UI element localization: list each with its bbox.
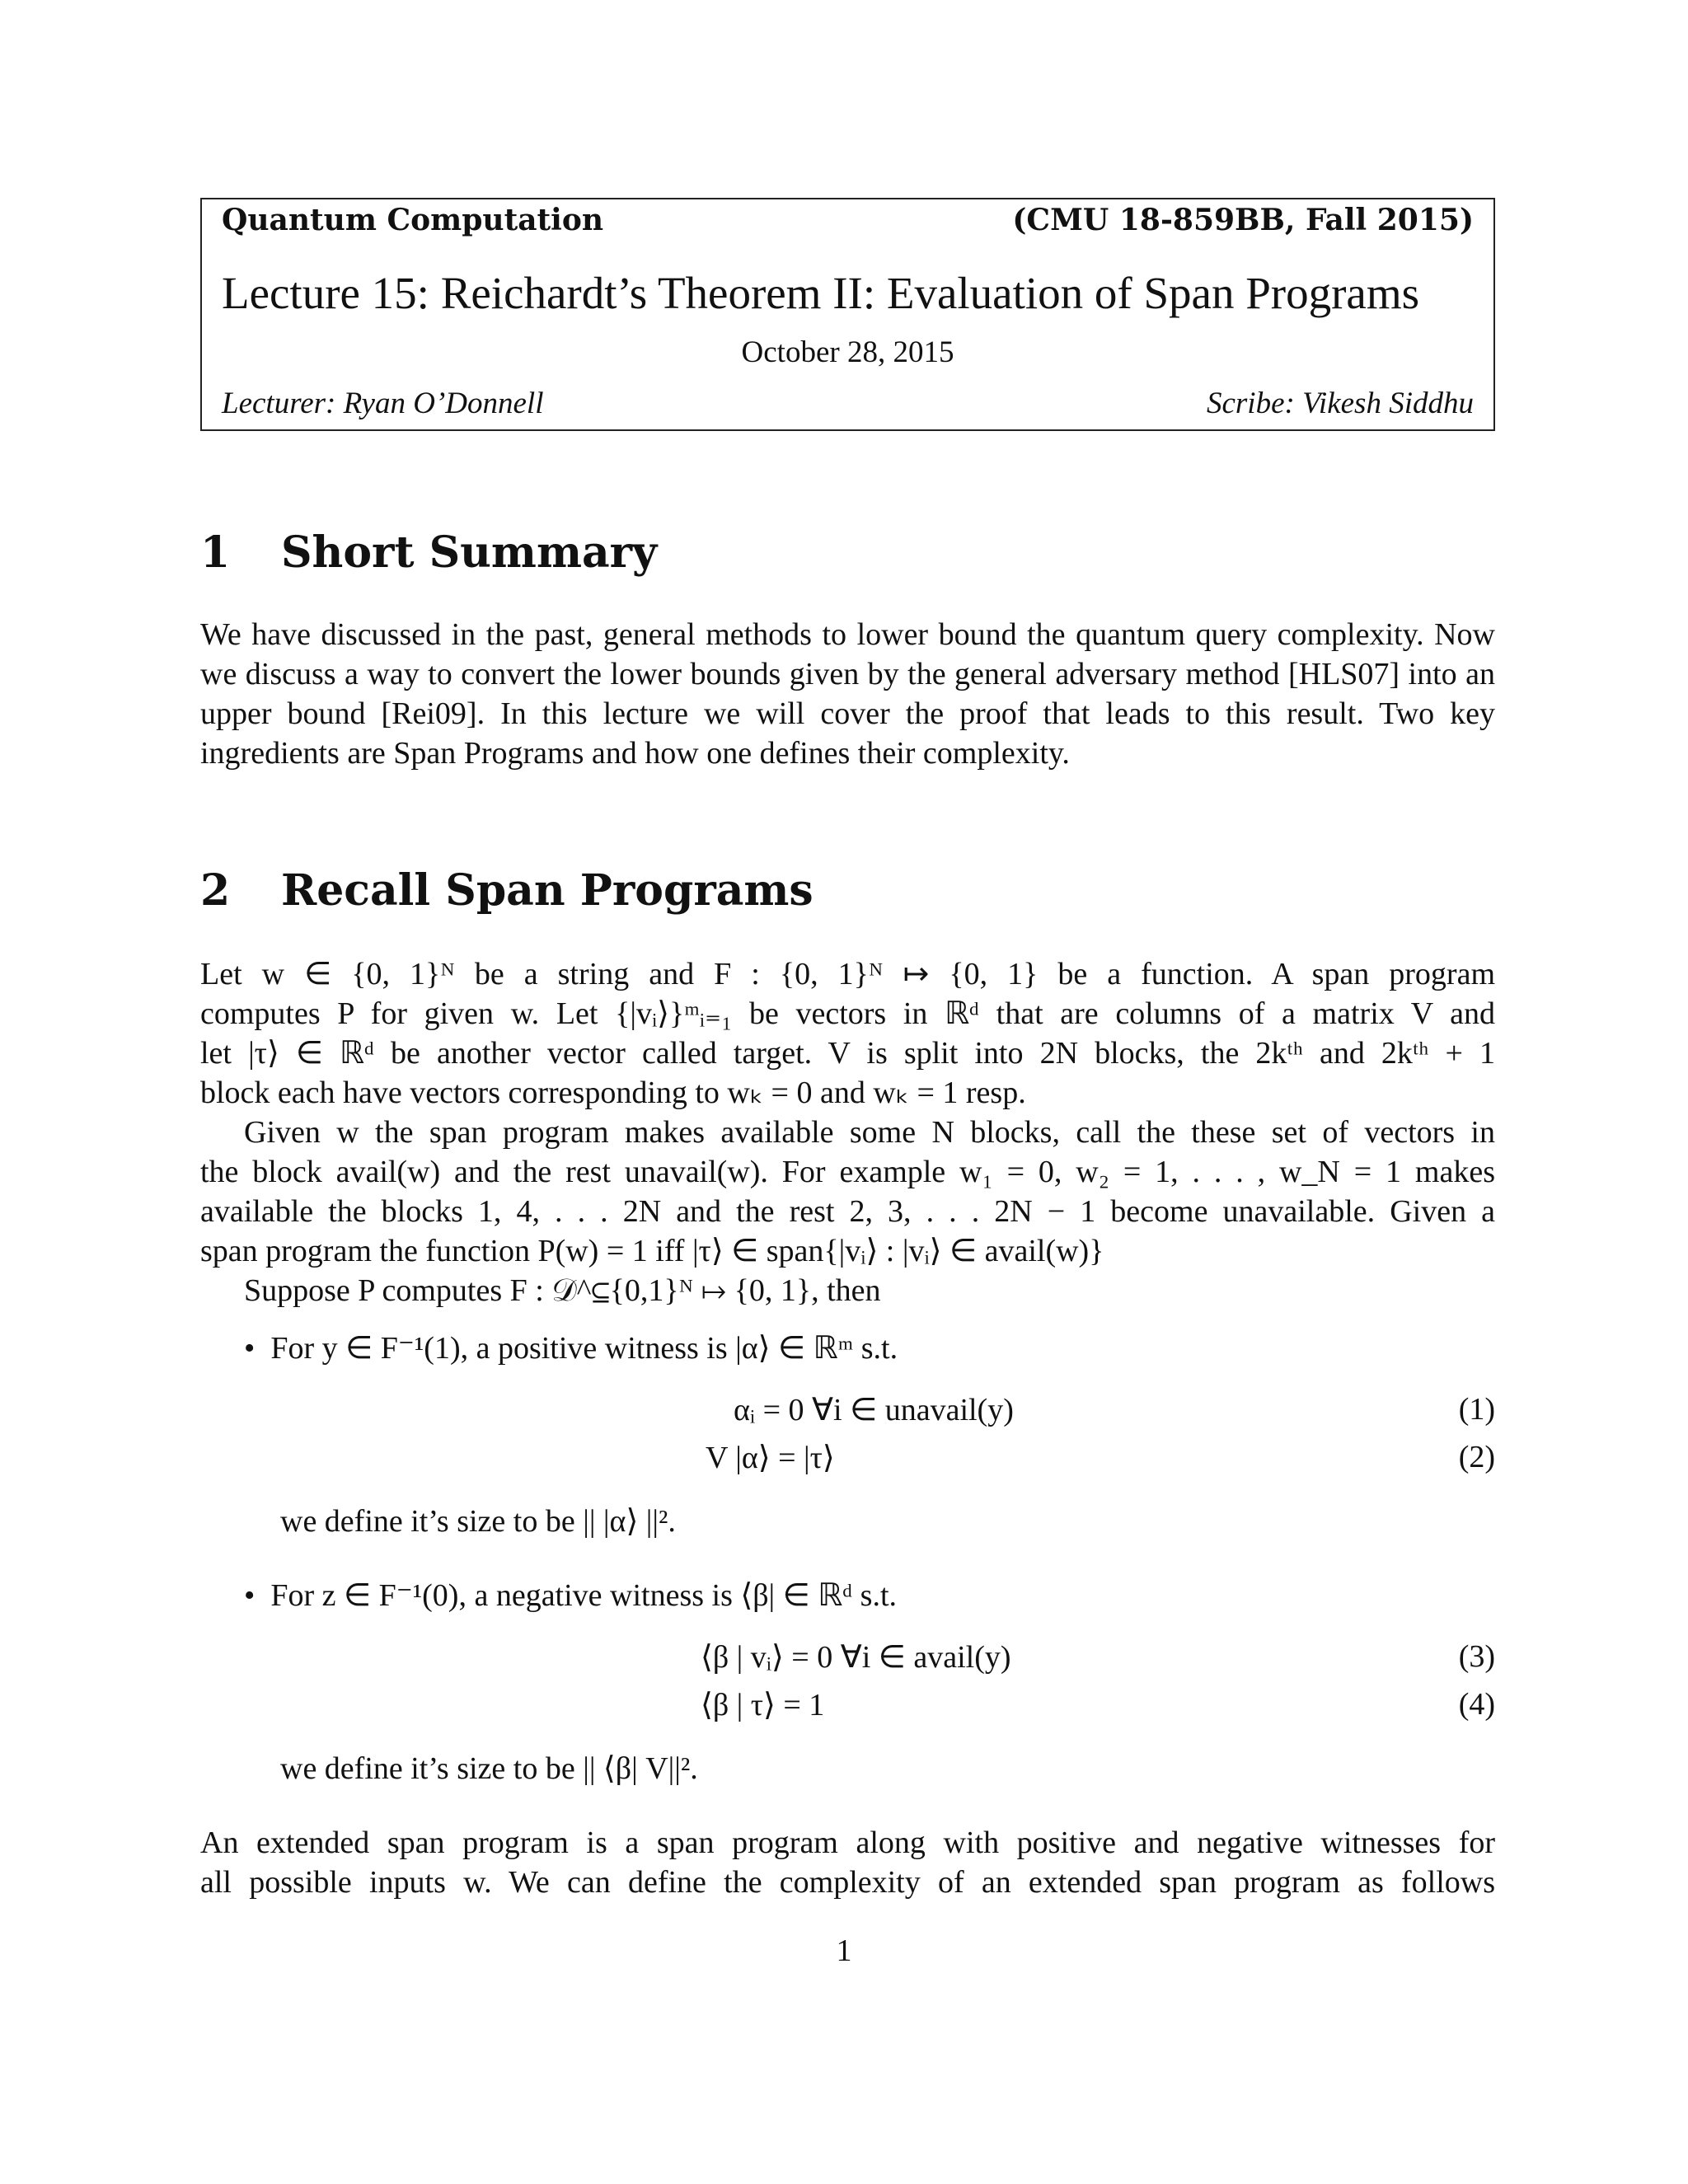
equation-4: ⟨β | τ⟩ = 1: [701, 1688, 825, 1722]
scribe: Scribe: Vikesh Siddhu: [1206, 387, 1474, 420]
section-title: Short Summary: [281, 527, 658, 578]
recall-line-9: Suppose P computes F : 𝒟^⊆{0,1}ᴺ ↦ {0, 1}, then: [244, 1273, 881, 1308]
bullet-dot: •: [244, 1331, 271, 1366]
recall-line-4: block each have vectors corresponding to wₖ = 0 and wₖ = 1 resp.: [200, 1076, 1026, 1110]
negative-witness-size: we define it’s size to be || ⟨β| V||².: [280, 1751, 698, 1786]
extended-line-1: An extended span program is a span program along with positive and negative witnesses for: [200, 1825, 1495, 1860]
positive-witness-size: we define it’s size to be || |α⟩ ||².: [280, 1504, 676, 1539]
section-title: Recall Span Programs: [281, 865, 814, 916]
recall-line-6: the block avail(w) and the rest unavail(w). For example w₁ = 0, w₂ = 1, . . . , w_N = 1 makes: [200, 1155, 1495, 1189]
lecture-title: Lecture 15: Reichardt’s Theorem II: Evaluation of Span Programs: [222, 268, 1420, 318]
page-number: 1: [836, 1933, 852, 1968]
recall-line-7: available the blocks 1, 4, . . . 2N and the rest 2, 3, . . . 2N − 1 become unavailable. Given a: [200, 1194, 1495, 1229]
lecture-header-box: [200, 198, 1495, 431]
equation-3: ⟨β | vᵢ⟩ = 0 ∀i ∈ avail(y): [701, 1640, 1011, 1675]
bullet-text: For z ∈ F⁻¹(0), a negative witness is ⟨β| ∈ ℝᵈ s.t.: [270, 1578, 898, 1613]
lecture-date: October 28, 2015: [741, 335, 954, 369]
equation-number-1: (1): [1458, 1392, 1495, 1427]
summary-paragraph: We have discussed in the past, general methods to lower bound the quantum query complexity. Now we discuss a way to convert the lower bounds given by the general adversary method [HLS07] into an upper bound [Rei09]. In this lecture we will cover the proof that leads to this result. Two key ingredients are Span Programs and how one defines their complexity.: [200, 617, 1495, 771]
lecturer: Lecturer: Ryan O’Donnell: [222, 387, 544, 420]
recall-line-2: computes P for given w. Let {|vᵢ⟩}ᵐᵢ₌₁ be vectors in ℝᵈ that are columns of a matrix V and: [200, 996, 1495, 1031]
equation-number-4: (4): [1458, 1687, 1495, 1722]
recall-line-8: span program the function P(w) = 1 iff |τ⟩ ∈ span{|vᵢ⟩ : |vᵢ⟩ ∈ avail(w)}: [200, 1234, 1104, 1268]
equation-number-2: (2): [1458, 1440, 1495, 1474]
recall-line-3: let |τ⟩ ∈ ℝᵈ be another vector called target. V is split into 2N blocks, the 2kᵗʰ and 2kᵗʰ + 1: [200, 1036, 1495, 1071]
section-heading-2: [200, 865, 814, 916]
header-bottom-row: [222, 386, 1474, 421]
bullet-positive-witness: [244, 1329, 1495, 1368]
section-number: 2: [200, 865, 231, 916]
equation-number-3: (3): [1458, 1639, 1495, 1674]
header-top-row: [222, 203, 1474, 237]
equation-1: αᵢ = 0 ∀i ∈ unavail(y): [734, 1393, 1014, 1427]
course-code: (CMU 18-859BB, Fall 2015): [1012, 203, 1474, 237]
recall-line-1: Let w ∈ {0, 1}ᴺ be a string and F : {0, 1}ᴺ ↦ {0, 1} be a function. A span program: [200, 957, 1495, 991]
recall-line-5: Given w the span program makes available some N blocks, call the these set of vectors in: [244, 1115, 1495, 1150]
course-name: Quantum Computation: [222, 203, 604, 237]
bullet-dot: •: [244, 1578, 271, 1613]
equation-2: V |α⟩ = |τ⟩: [706, 1441, 835, 1475]
section-number: 1: [200, 527, 231, 578]
bullet-text: For y ∈ F⁻¹(1), a positive witness is |α⟩ ∈ ℝᵐ s.t.: [270, 1331, 898, 1366]
section-heading-1: [200, 527, 657, 578]
bullet-negative-witness: [244, 1576, 1495, 1615]
extended-line-2: all possible inputs w. We can define the complexity of an extended span program as follows: [200, 1865, 1495, 1900]
